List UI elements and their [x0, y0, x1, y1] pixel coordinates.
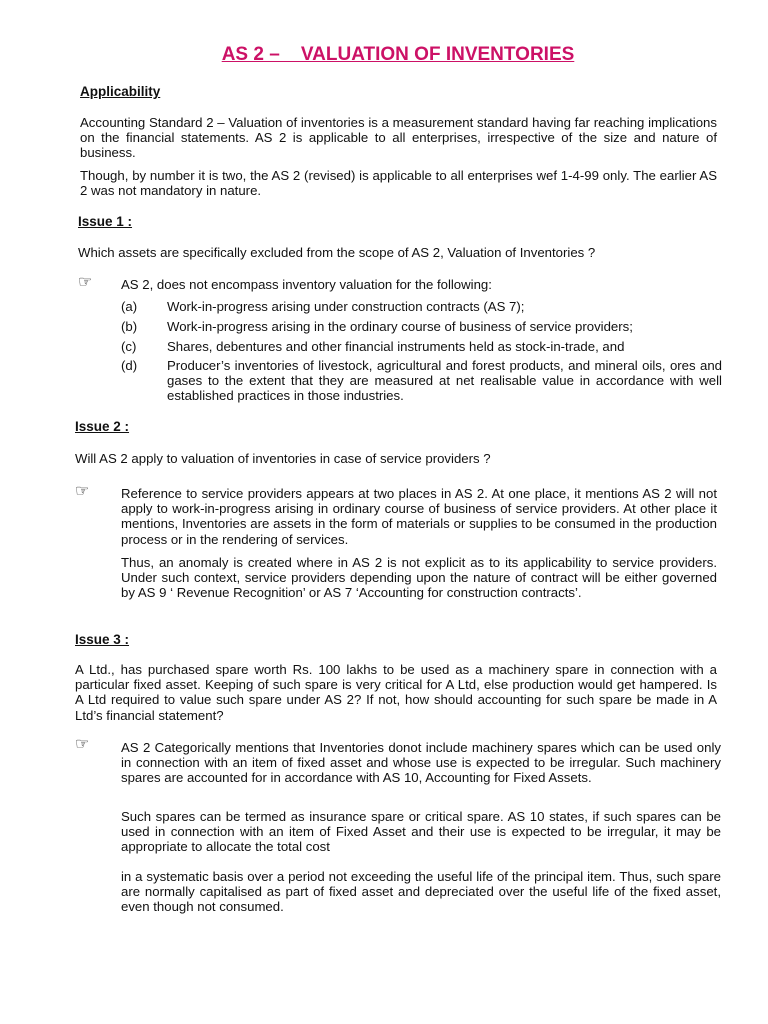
list-item: Work-in-progress arising in the ordinary course of business of service providers;	[167, 319, 633, 334]
issue-2-question: Will AS 2 apply to valuation of inventories in case of service providers ?	[75, 451, 491, 466]
issue-1-question: Which assets are specifically excluded from the scope of AS 2, Valuation of Inventories ?	[78, 245, 596, 260]
applicability-paragraph-2: Though, by number it is two, the AS 2 (revised) is applicable to all enterprises wef 1-4-99 only. The earlier AS 2 was not mandatory in nature.	[80, 168, 717, 199]
hand-pointer-icon: ☞	[78, 274, 93, 291]
applicability-paragraph-1: Accounting Standard 2 – Valuation of inventories is a measurement standard having far reaching implications on the financial statements. AS 2 is applicable to all enterprises, irrespective of the size and nature of business.	[80, 115, 717, 161]
list-item-label: (a)	[121, 299, 138, 314]
list-item-label: (b)	[121, 319, 138, 334]
applicability-heading: Applicability	[80, 84, 161, 99]
issue-3-answer-paragraph-1: AS 2 Categorically mentions that Inventories donot include machinery spares which can be used only in connection with an item of fixed asset and whose use is expected to be irregular. Such machinery spares are accounted for in accordance with AS 10, Accounting for Fixed Assets.	[121, 740, 721, 786]
issue-2-answer-paragraph-2: Thus, an anomaly is created where in AS 2 is not explicit as to its applicability to service providers. Under such context, service providers depending upon the nature of contract will be either governed by AS 9 ‘ Revenue Recognition’ or AS 7 ‘Accounting for construction contracts’.	[121, 555, 717, 601]
issue-2-heading: Issue 2 :	[75, 419, 130, 434]
list-item: Shares, debentures and other financial instruments held as stock-in-trade, and	[167, 339, 625, 354]
issue-2-answer-paragraph-1: Reference to service providers appears at two places in AS 2. At one place, it mentions AS 2 will not apply to work-in-progress arising in ordinary course of business of service providers. At other place it mentions, Inventories are assets in the form of materials or supplies to be consumed in the production process or in the rendering of services.	[121, 486, 717, 547]
list-item-label: (d)	[121, 358, 138, 373]
issue-3-answer-paragraph-3: in a systematic basis over a period not exceeding the useful life of the principal item. Thus, such spare are normally capitalised as part of fixed asset and depreciated over the useful life of the fixed asset, even though not consumed.	[121, 869, 721, 915]
list-item: Work-in-progress arising under construction contracts (AS 7);	[167, 299, 525, 314]
issue-3-heading: Issue 3 :	[75, 632, 130, 647]
list-item: Producer’s inventories of livestock, agricultural and forest products, and mineral oils, ores and gases to the extent that they are measured at net realisable value in accordance with well established practices in those industries.	[167, 358, 722, 404]
hand-pointer-icon: ☞	[75, 483, 90, 500]
hand-pointer-icon: ☞	[75, 736, 90, 753]
issue-3-question: A Ltd., has purchased spare worth Rs. 100 lakhs to be used as a machinery spare in connection with a particular fixed asset. Keeping of such spare is very critical for A Ltd, else production would get hampered. Is A Ltd required to value such spare under AS 2? If not, how should accounting for such spare be made in A Ltd’s financial statement?	[75, 662, 717, 723]
list-item-label: (c)	[121, 339, 137, 354]
issue-3-answer-paragraph-2: Such spares can be termed as insurance spare or critical spare. AS 10 states, if such spares can be used in connection with an item of Fixed Asset and their use is expected to be irregular, it may be appropriate to allocate the total cost	[121, 809, 721, 855]
issue-1-heading: Issue 1 :	[78, 214, 133, 229]
page-title: AS 2 – VALUATION OF INVENTORIES	[221, 44, 575, 65]
issue-1-answer-intro: AS 2, does not encompass inventory valuation for the following:	[121, 277, 492, 292]
